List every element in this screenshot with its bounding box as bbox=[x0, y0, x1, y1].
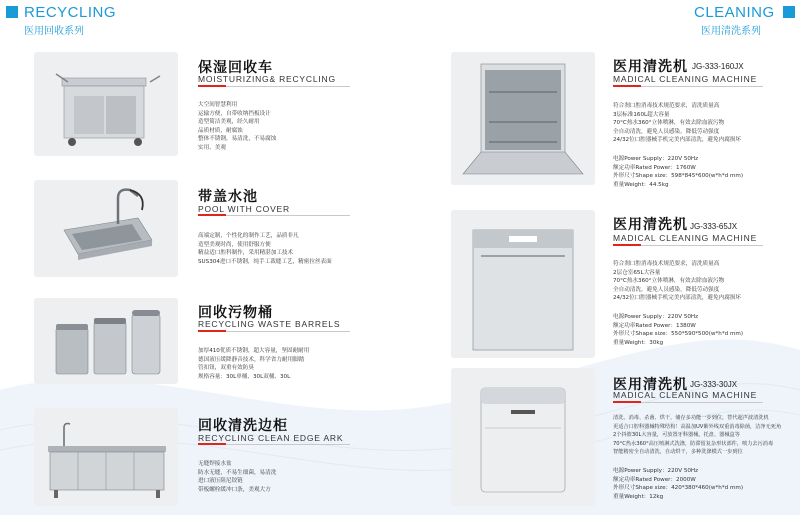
product-title: 医用清洗机 bbox=[613, 217, 688, 233]
product-title: 带盖水池 bbox=[198, 189, 258, 205]
recycling-header-marker bbox=[6, 6, 18, 18]
recycling-header-subtitle: 医用回收系列 bbox=[24, 26, 84, 37]
title-underline bbox=[613, 245, 763, 246]
product-specs: 电源Power Supply：220V 50Hz 额定功率Rated Power：1760W 外形尺寸Shape size：598*845*600(w*h*d mm) 重量Weight：44.5kg bbox=[613, 156, 744, 188]
product-specs: 电源Power Supply：220V 50Hz 额定功率Rated Power：1380W 外形尺寸Shape size：550*590*500(w*h*d mm) 重量Weight：30kg bbox=[613, 314, 744, 346]
product-subtitle: MOISTURIZING& RECYCLING bbox=[198, 74, 336, 84]
title-underline bbox=[198, 215, 350, 216]
product-description: 符合刹口腔消毒技术规范要求，清洗质量高 3层标准160L超大容量 70°C热水360°立体喷淋，有效去除血液污物 全自动清洗，避免人员感染，降低劳动强度 24/32位口腔器械手机完美内部清洗，避免内腐损坏 bbox=[613, 103, 741, 144]
product-model-code: JG-333-65JX bbox=[690, 222, 738, 231]
cleaning-header-title: CLEANING bbox=[694, 4, 775, 21]
title-underline bbox=[198, 444, 350, 445]
title-underline bbox=[613, 86, 763, 87]
product-subtitle: MADICAL CLEANING MACHINE bbox=[613, 233, 758, 243]
cleaning-machine-160jx-image bbox=[451, 52, 595, 185]
covered-sink-image bbox=[34, 180, 178, 277]
product-title: 回收清洗边柜 bbox=[198, 418, 288, 434]
product-subtitle: RECYCLING CLEAN EDGE ARK bbox=[198, 433, 344, 443]
cleaning-header-marker bbox=[783, 6, 795, 18]
product-description: 符合刹口腔消毒技术规范要求，清洗质量高 2层仓室65L大容量 70°C热水360°立体喷淋，有效去除血液污物 全自动清洗，避免人员感染，降低劳动强度 24/32位口腔器械手机完美内部清洗，避免内腐损坏 bbox=[613, 261, 741, 302]
product-specs: 电源Power Supply：220V 50Hz 额定功率Rated Power：2000W 外形尺寸Shape size：420*380*460(w*h*d mm) 重量Weight：12kg bbox=[613, 468, 744, 500]
recycling-header-title: RECYCLING bbox=[24, 4, 117, 21]
product-model-code: JG-333-160JX bbox=[692, 62, 744, 71]
product-title: 回收污物桶 bbox=[198, 305, 273, 321]
product-description: 加厚410优质不锈钢，超大容量，坚固耐耐用 德国液压缓降静音技术，科学省力耐用脚踏 管扣钮，双重有效防臭 规格容量：30L单桶、30L双桶、30L bbox=[198, 348, 310, 380]
title-underline bbox=[613, 402, 763, 403]
product-title: 保湿回收车 bbox=[198, 60, 273, 76]
title-underline bbox=[198, 86, 350, 87]
product-subtitle: RECYCLING WASTE BARRELS bbox=[198, 319, 341, 329]
product-description: 高端定制，个性化的制作工艺，品质非凡 造型美观时尚，使用舒服方便 精益适口腔科制作，采用精湛加工技术 SUS304进口不锈钢，纯手工裁缝工艺，精密拉丝表面 bbox=[198, 233, 332, 265]
product-model-code: JG-333-30JX bbox=[690, 380, 738, 389]
clean-edge-cabinet-image bbox=[34, 408, 178, 506]
waste-barrels-image bbox=[34, 298, 178, 384]
product-subtitle: POOL WITH COVER bbox=[198, 204, 290, 214]
cleaning-machine-65jx-image bbox=[451, 210, 595, 358]
title-underline bbox=[198, 331, 350, 332]
product-title: 医用清洗机 bbox=[613, 377, 688, 393]
product-subtitle: MADICAL CLEANING MACHINE bbox=[613, 74, 758, 84]
product-description: 清洗、消毒、杀菌、烘干，储存多功能一步到位，替代超声波清洗机 更适合口腔科器械特殊结构！高温加UV紫外线双重消毒除菌，洁净无死角 2个抖篮30L大容量，可放置牙科器械，托盘、器械盒等 70°C热水360°高压喷淋式洗涤，防滞留复杂形状部件，喷力去污消毒 智能精密全自动清洗，自动烘干，多种洗涤模式一步到位 bbox=[613, 415, 782, 456]
product-description: 无缝焊接水盆 防水无缝，不易生细菌，易清洗 进口液压阻尼铰链 带板螺栓缓冲口条，美观大方 bbox=[198, 461, 277, 493]
product-title: 医用清洗机 bbox=[613, 59, 688, 75]
cleaning-header-subtitle: 医用清洗系列 bbox=[701, 26, 761, 37]
cleaning-machine-30jx-image bbox=[451, 368, 595, 506]
product-description: 大空间智慧利用 运输方便，自带收纳挡板设计 造型简洁美观，经久耐用 品质材质，耐腐蚀 整体不锈钢，易清洗，不易腐蚀 实用、美观 bbox=[198, 102, 277, 151]
product-subtitle: MADICAL CLEANING MACHINE bbox=[613, 390, 758, 400]
moisturizing-cart-image bbox=[34, 52, 178, 156]
